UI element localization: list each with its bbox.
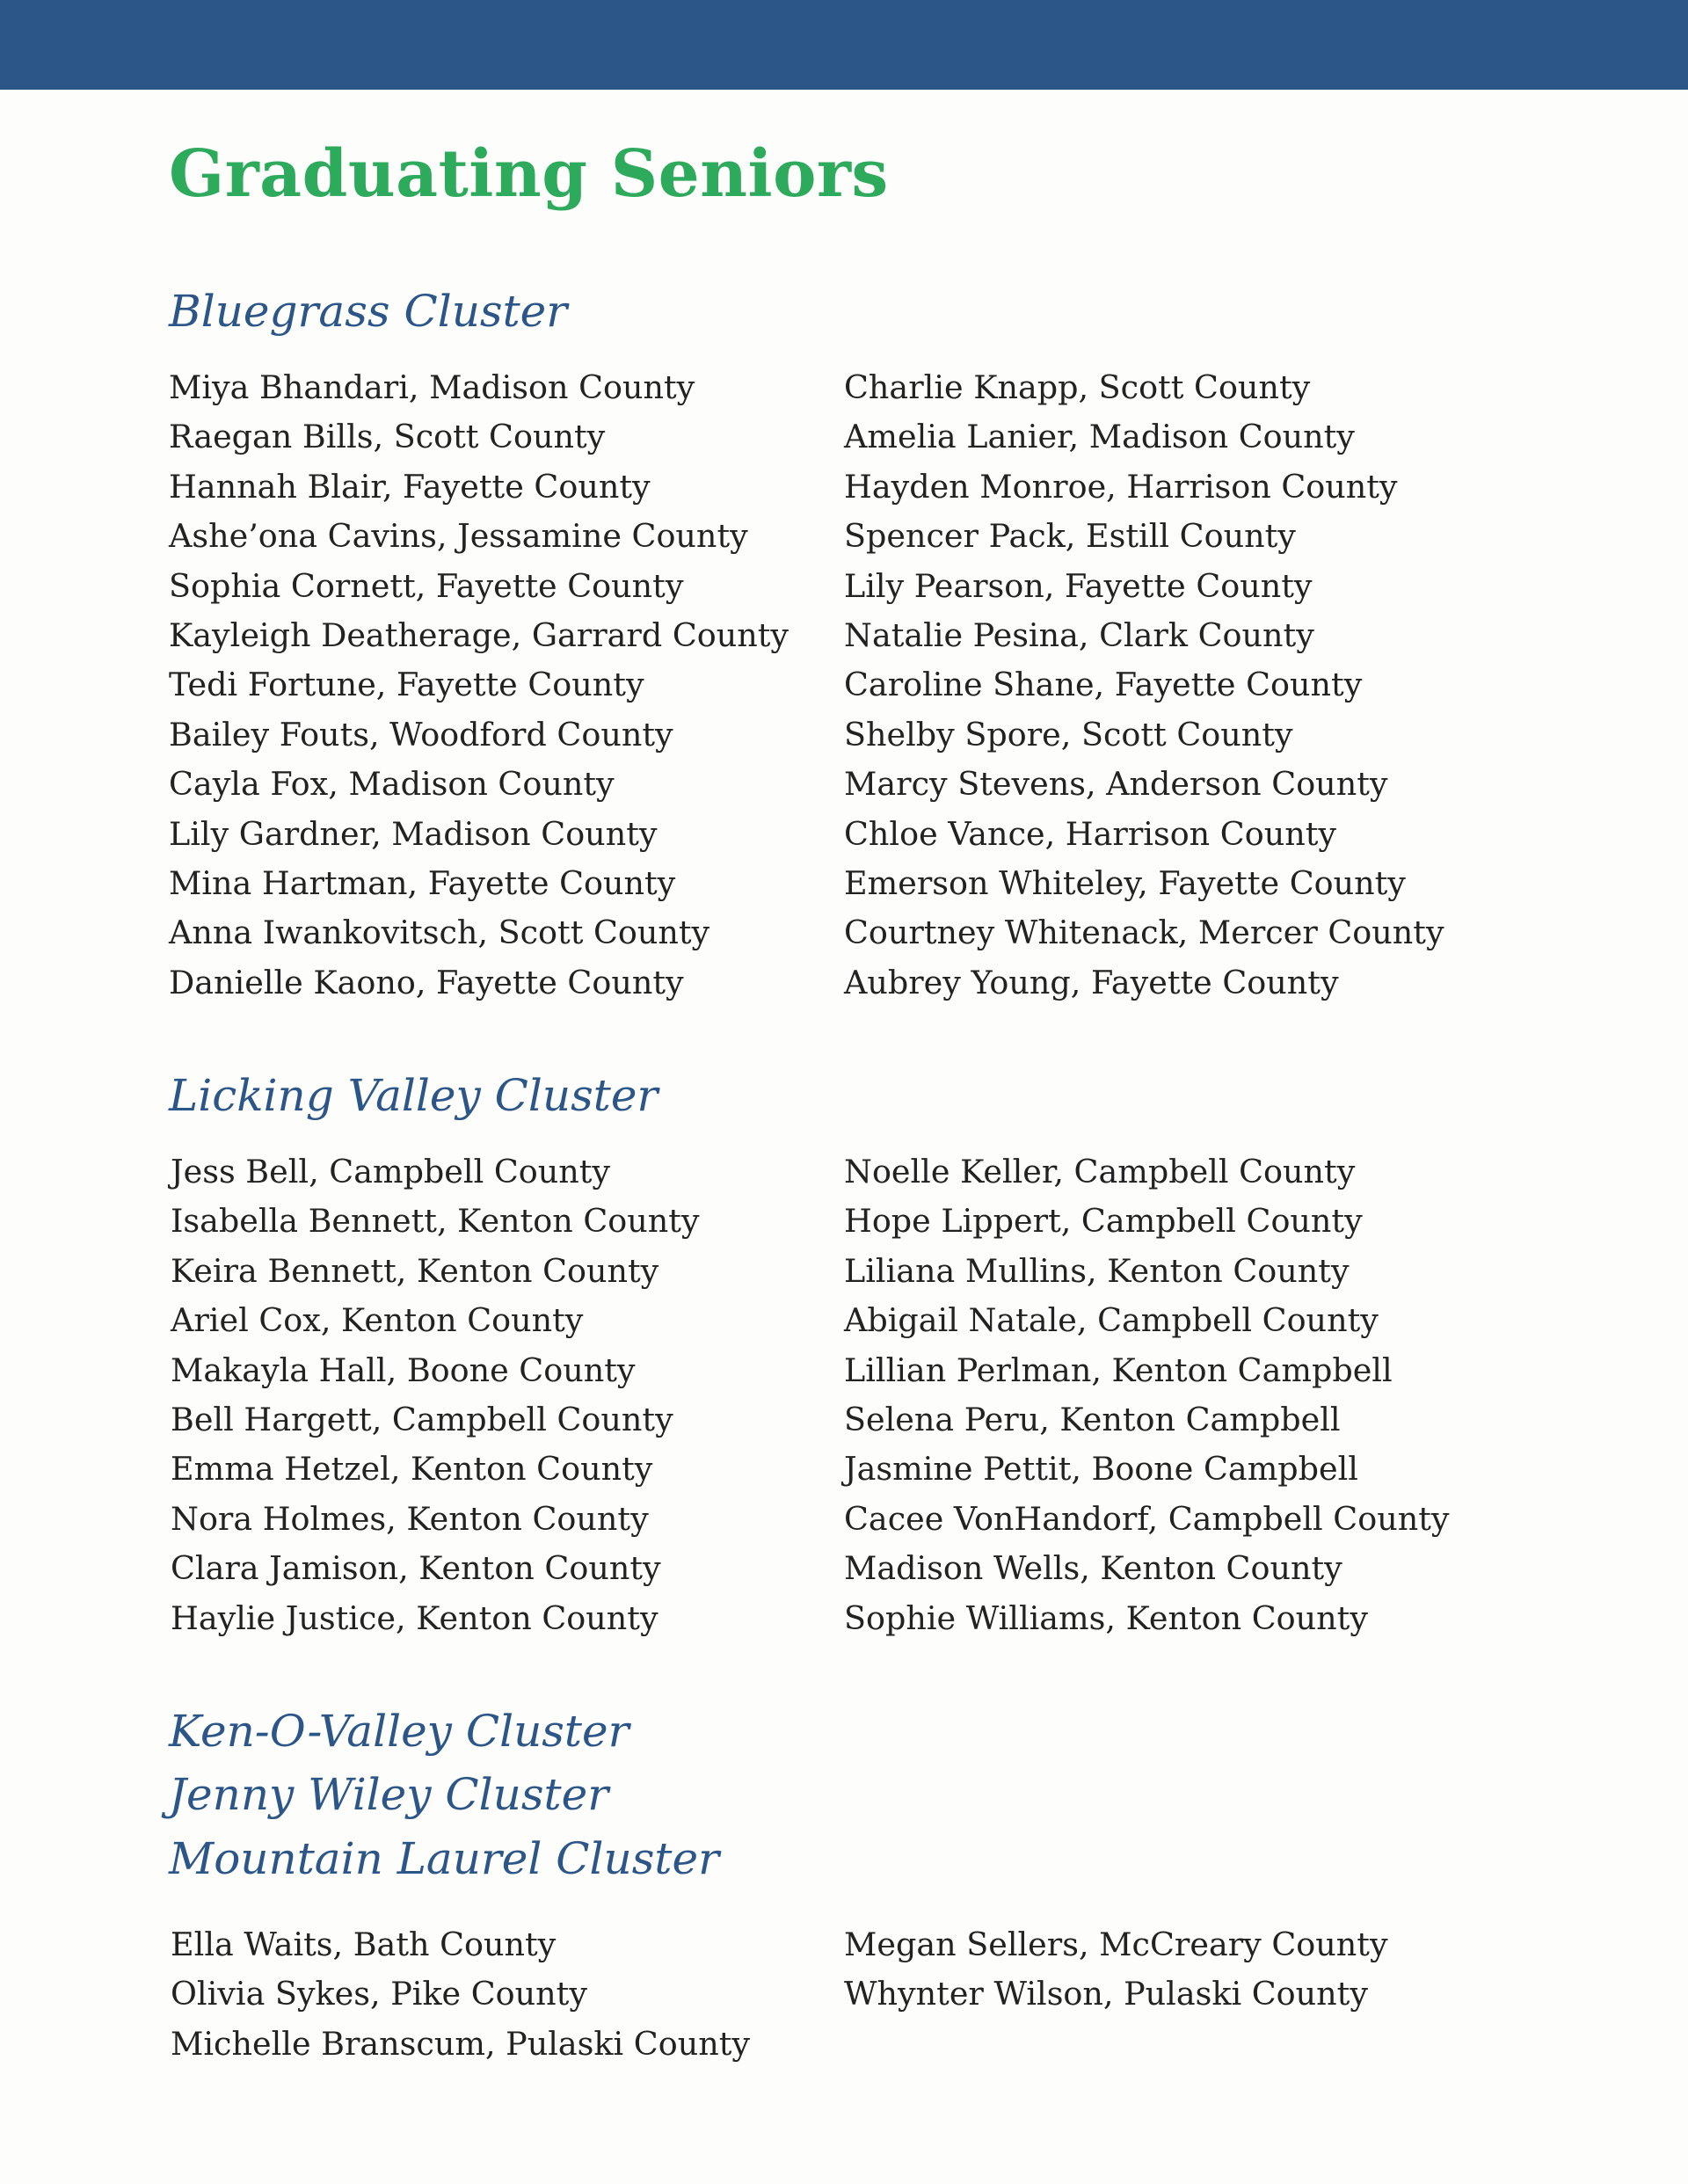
senior-name-entry: Ashe’ona Cavins, Jessamine County <box>169 517 748 556</box>
senior-name-entry: Natalie Pesina, Clark County <box>844 616 1314 655</box>
senior-name-entry: Lily Pearson, Fayette County <box>844 566 1313 605</box>
senior-name-entry: Madison Wells, Kenton County <box>844 1549 1342 1588</box>
senior-name-entry: Charlie Knapp, Scott County <box>844 368 1311 406</box>
licking-valley-cluster-heading: Licking Valley Cluster <box>169 1070 658 1121</box>
senior-name-entry: Jasmine Pettit, Boone Campbell <box>844 1450 1358 1489</box>
senior-name-entry: Whynter Wilson, Pulaski County <box>844 1975 1368 2013</box>
senior-name-entry: Ella Waits, Bath County <box>171 1926 557 1963</box>
senior-name-entry: Chloe Vance, Harrison County <box>844 814 1336 853</box>
senior-name-entry: Lily Gardner, Madison County <box>169 814 658 853</box>
senior-name-entry: Hayden Monroe, Harrison County <box>844 467 1398 506</box>
jenny-wiley-cluster-heading: Jenny Wiley Cluster <box>169 1769 609 1820</box>
senior-name-entry: Bell Hargett, Campbell County <box>171 1401 673 1439</box>
senior-name-entry: Marcy Stevens, Anderson County <box>844 765 1388 804</box>
senior-name-entry: Isabella Bennett, Kenton County <box>171 1202 700 1241</box>
senior-name-entry: Jess Bell, Campbell County <box>171 1153 611 1190</box>
senior-name-entry: Danielle Kaono, Fayette County <box>169 963 684 1001</box>
senior-name-entry: Michelle Branscum, Pulaski County <box>171 2024 751 2063</box>
bluegrass-right-column <box>844 363 1444 1008</box>
senior-name-entry: Abigail Natale, Campbell County <box>844 1301 1379 1340</box>
senior-name-entry: Emma Hetzel, Kenton County <box>171 1450 653 1489</box>
licking-valley-right-column <box>844 1147 1450 1643</box>
senior-name-entry: Noelle Keller, Campbell County <box>844 1153 1356 1190</box>
senior-name-entry: Hope Lippert, Campbell County <box>844 1202 1363 1241</box>
bluegrass-cluster-heading: Bluegrass Cluster <box>169 286 568 337</box>
senior-name-entry: Spencer Pack, Estill County <box>844 517 1296 556</box>
senior-name-entry: Cacee VonHandorf, Campbell County <box>844 1499 1450 1538</box>
senior-name-entry: Courtney Whitenack, Mercer County <box>844 914 1444 952</box>
mountain-laurel-cluster-heading: Mountain Laurel Cluster <box>169 1833 719 1884</box>
senior-name-entry: Miya Bhandari, Madison County <box>169 368 695 406</box>
senior-name-entry: Clara Jamison, Kenton County <box>171 1549 661 1588</box>
senior-name-entry: Mina Hartman, Fayette County <box>169 864 676 903</box>
senior-name-entry: Nora Holmes, Kenton County <box>171 1499 649 1538</box>
senior-name-entry: Shelby Spore, Scott County <box>844 715 1293 753</box>
senior-name-entry: Makayla Hall, Boone County <box>171 1350 636 1389</box>
senior-name-entry: Ariel Cox, Kenton County <box>171 1301 584 1340</box>
top-color-band <box>0 0 1688 90</box>
ken-o-valley-cluster-heading: Ken-O-Valley Cluster <box>169 1706 629 1757</box>
combined-left-column <box>171 1920 750 2069</box>
senior-name-entry: Amelia Lanier, Madison County <box>844 418 1355 456</box>
senior-name-entry: Haylie Justice, Kenton County <box>171 1598 658 1637</box>
senior-name-entry: Keira Bennett, Kenton County <box>171 1251 659 1290</box>
senior-name-entry: Caroline Shane, Fayette County <box>844 666 1363 704</box>
senior-name-entry: Megan Sellers, McCreary County <box>844 1926 1388 1963</box>
senior-name-entry: Kayleigh Deatherage, Garrard County <box>169 616 789 655</box>
senior-name-entry: Sophia Cornett, Fayette County <box>169 566 684 605</box>
senior-name-entry: Raegan Bills, Scott County <box>169 418 606 456</box>
senior-name-entry: Selena Peru, Kenton Campbell <box>844 1401 1341 1439</box>
senior-name-entry: Liliana Mullins, Kenton County <box>844 1251 1350 1290</box>
senior-name-entry: Tedi Fortune, Fayette County <box>169 666 644 704</box>
senior-name-entry: Sophie Williams, Kenton County <box>844 1598 1368 1637</box>
senior-name-entry: Aubrey Young, Fayette County <box>844 963 1339 1001</box>
licking-valley-left-column <box>171 1147 700 1643</box>
bluegrass-left-column <box>169 363 789 1008</box>
senior-name-entry: Bailey Fouts, Woodford County <box>169 715 673 753</box>
senior-name-entry: Cayla Fox, Madison County <box>169 765 615 804</box>
page-title: Graduating Seniors <box>169 136 889 212</box>
senior-name-entry: Olivia Sykes, Pike County <box>171 1975 587 2013</box>
combined-right-column <box>844 1920 1388 2020</box>
senior-name-entry: Hannah Blair, Fayette County <box>169 467 651 506</box>
senior-name-entry: Lillian Perlman, Kenton Campbell <box>844 1350 1393 1389</box>
senior-name-entry: Emerson Whiteley, Fayette County <box>844 864 1406 903</box>
senior-name-entry: Anna Iwankovitsch, Scott County <box>169 914 710 952</box>
